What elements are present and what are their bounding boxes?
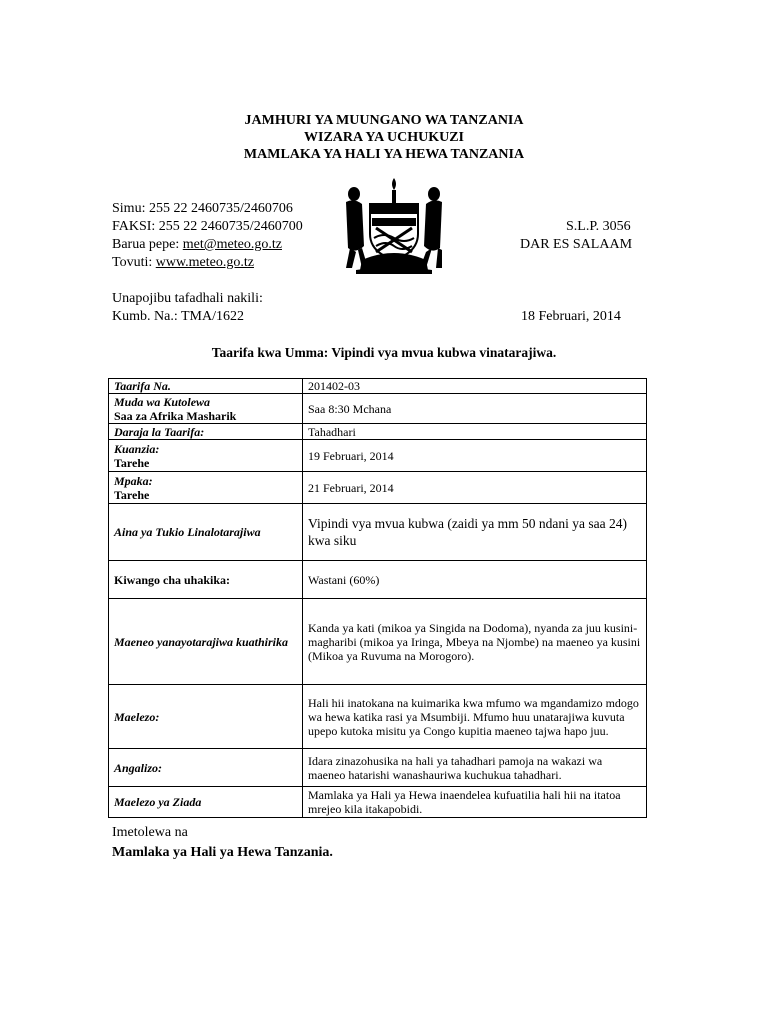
row-value: Hali hii inatokana na kuimarika kwa mfumo wa mgandamizo mdogo wa hewa katika rasi ya Msumbiji. Mfumo huu unatarajiwa kuvuta upepo kutoka misitu ya Congo kupitia maeneo tajwa hapo juu. xyxy=(303,685,647,749)
row-label: Taarifa Na. xyxy=(109,379,303,394)
row-value: Kanda ya kati (mikoa ya Singida na Dodoma), nyanda za juu kusini-magharibi (mikoa ya Iringa, Mbeya na Njombe) na maeneo ya kusini (Mikoa ya Ruvuma na Morogoro). xyxy=(303,599,647,685)
row-value: 201402-03 xyxy=(303,379,647,394)
reference-number: Kumb. Na.: TMA/1622 xyxy=(112,309,244,324)
row-value: 21 Februari, 2014 xyxy=(303,472,647,504)
website-link[interactable]: www.meteo.go.tz xyxy=(155,255,254,270)
table-row xyxy=(109,599,647,685)
notice-table xyxy=(108,378,647,818)
row-value: 19 Februari, 2014 xyxy=(303,440,647,472)
row-label xyxy=(109,472,303,504)
table-row xyxy=(109,379,647,394)
table-row xyxy=(109,504,647,561)
row-label-part-a: Muda wa Kutolewa xyxy=(114,394,211,409)
header-line-2: WIZARA YA UCHUKUZI xyxy=(304,130,464,145)
row-label: Maelezo: xyxy=(109,685,303,749)
row-label: Maeneo yanayotarajiwa kuathirika xyxy=(109,599,303,685)
row-value: Vipindi vya mvua kubwa (zaidi ya mm 50 ndani ya saa 24) kwa siku xyxy=(303,504,647,561)
letter-date: 18 Februari, 2014 xyxy=(521,309,621,324)
notice-title: Taarifa kwa Umma: Vipindi vya mvua kubwa vinatarajiwa. xyxy=(211,345,557,360)
header-line-1: JAMHURI YA MUUNGANO WA TANZANIA xyxy=(244,113,524,128)
table-row xyxy=(109,787,647,818)
row-label xyxy=(109,440,303,472)
table-row xyxy=(109,440,647,472)
header-line-3: MAMLAKA YA HALI YA HEWA TANZANIA xyxy=(243,147,525,162)
website-line xyxy=(112,254,254,272)
city: DAR ES SALAAM xyxy=(520,237,633,252)
website-label: Tovuti: xyxy=(112,255,156,270)
phone-number: Simu: 255 22 2460735/2460706 xyxy=(112,201,293,216)
table-row xyxy=(109,561,647,599)
issued-by-label: Imetolewa na xyxy=(112,825,188,840)
fax-number: FAKSI: 255 22 2460735/2460700 xyxy=(112,219,303,234)
row-label xyxy=(109,394,303,424)
email-label: Barua pepe: xyxy=(112,237,183,252)
reply-note: Unapojibu tafadhali nakili: xyxy=(112,291,263,306)
table-row xyxy=(109,424,647,440)
row-label-part-b: Tarehe xyxy=(114,455,150,470)
coat-of-arms-icon xyxy=(340,176,448,276)
email-line xyxy=(112,236,282,254)
row-label: Daraja la Taarifa: xyxy=(109,424,303,440)
row-value: Tahadhari xyxy=(303,424,647,440)
row-label: Angalizo: xyxy=(109,749,303,787)
table-row xyxy=(109,685,647,749)
row-label-part-b: Tarehe xyxy=(114,487,150,502)
row-label: Aina ya Tukio Linalotarajiwa xyxy=(109,504,303,561)
table-row xyxy=(109,749,647,787)
row-label-part-a: Mpaka: xyxy=(114,473,153,488)
row-label-part-a: Kuanzia: xyxy=(114,441,160,456)
row-value: Mamlaka ya Hali ya Hewa inaendelea kufuatilia hali hii na itatoa mrejeo kila itakapobidi. xyxy=(303,787,647,818)
row-label: Kiwango cha uhakika: xyxy=(109,561,303,599)
row-label: Maelezo ya Ziada xyxy=(109,787,303,818)
row-value: Wastani (60%) xyxy=(303,561,647,599)
po-box: S.L.P. 3056 xyxy=(566,219,631,234)
row-value: Saa 8:30 Mchana xyxy=(303,394,647,424)
email-link[interactable]: met@meteo.go.tz xyxy=(182,237,282,252)
issuing-authority: Mamlaka ya Hali ya Hewa Tanzania. xyxy=(112,845,333,860)
table-row xyxy=(109,394,647,424)
table-row xyxy=(109,472,647,504)
row-value: Idara zinazohusika na hali ya tahadhari pamoja na wakazi wa maeneo hatarishi wanashauriwa kuchukua tahadhari. xyxy=(303,749,647,787)
row-label-part-b: Saa za Afrika Masharik xyxy=(114,408,237,423)
